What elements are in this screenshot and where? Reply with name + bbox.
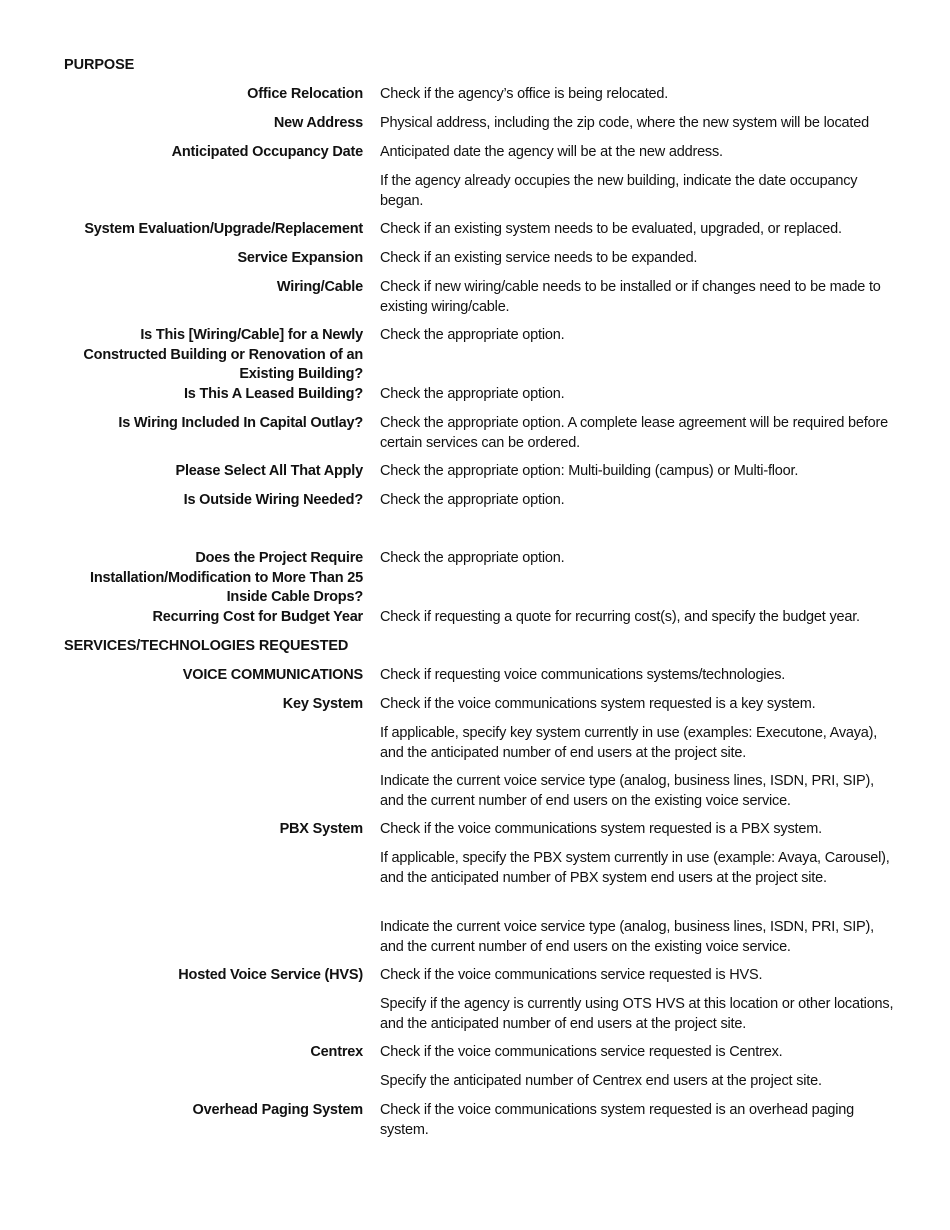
term-description: Check the appropriate option. A complete lease agreement will be required before certain services can be ordered. xyxy=(380,415,888,451)
term-description: Physical address, including the zip code, where the new system will be located xyxy=(380,115,869,131)
term-label: Is Outside Wiring Needed? xyxy=(183,492,363,508)
term-description: Check if the voice communications service requested is Centrex. xyxy=(380,1044,783,1060)
term-description: Indicate the current voice service type (analog, business lines, ISDN, PRI, SIP), and the current number of end users on the existing voice service. xyxy=(380,919,874,955)
term-label: Anticipated Occupancy Date xyxy=(171,144,363,160)
section-heading-purpose: PURPOSE xyxy=(64,57,135,73)
term-description: Check if requesting a quote for recurring cost(s), and specify the budget year. xyxy=(380,609,860,625)
term-description: Check if the voice communications system requested is a key system. xyxy=(380,696,816,712)
term-label: Centrex xyxy=(310,1044,363,1060)
term-label: Hosted Voice Service (HVS) xyxy=(178,967,363,983)
term-description: Specify the anticipated number of Centrex end users at the project site. xyxy=(380,1073,822,1089)
term-label: Key System xyxy=(282,696,363,712)
term-description: Check the appropriate option. xyxy=(380,492,565,508)
term-label: PBX System xyxy=(279,821,363,837)
term-description: Specify if the agency is currently using OTS HVS at this location or other locations, and the anticipated number of end users at the project site. xyxy=(380,996,894,1032)
term-label: VOICE COMMUNICATIONS xyxy=(182,667,363,683)
term-description: Anticipated date the agency will be at the new address. xyxy=(380,144,723,160)
term-description: If applicable, specify the PBX system currently in use (example: Avaya, Carousel), and the anticipated number of PBX system end users at the project site. xyxy=(380,850,890,886)
term-description: If the agency already occupies the new building, indicate the date occupancy began. xyxy=(380,173,858,209)
term-description: Check the appropriate option. xyxy=(380,386,565,402)
term-description: Check if an existing service needs to be expanded. xyxy=(380,250,698,266)
term-label: New Address xyxy=(273,115,363,131)
term-label: Wiring/Cable xyxy=(276,279,363,295)
term-label: Does the Project Require Installation/Modification to More Than 25 Inside Cable Drops? xyxy=(90,550,363,605)
term-label: Overhead Paging System xyxy=(192,1102,363,1118)
term-description: Check the appropriate option. xyxy=(380,550,565,566)
term-description: Check the appropriate option. xyxy=(380,327,565,343)
term-label: Service Expansion xyxy=(237,250,363,266)
term-description: Check if requesting voice communications systems/technologies. xyxy=(380,667,786,683)
term-label: Is This A Leased Building? xyxy=(183,386,363,402)
term-description: If applicable, specify key system currently in use (examples: Executone, Avaya), and the anticipated number of end users at the project site. xyxy=(380,725,878,761)
term-description: Check if the voice communications service requested is HVS. xyxy=(380,967,763,983)
term-description: Check if the voice communications system requested is a PBX system. xyxy=(380,821,822,837)
term-description: Check the appropriate option: Multi-building (campus) or Multi-floor. xyxy=(380,463,799,479)
term-description: Check if the agency’s office is being relocated. xyxy=(380,86,669,102)
section-heading-services: SERVICES/TECHNOLOGIES REQUESTED xyxy=(64,638,349,654)
term-label: Office Relocation xyxy=(247,86,363,102)
term-label: Is Wiring Included In Capital Outlay? xyxy=(118,415,363,431)
term-description: Check if new wiring/cable needs to be installed or if changes need to be made to existing wiring/cable. xyxy=(380,279,881,315)
term-label: System Evaluation/Upgrade/Replacement xyxy=(84,221,363,237)
term-label: Recurring Cost for Budget Year xyxy=(152,609,363,625)
term-description: Check if an existing system needs to be evaluated, upgraded, or replaced. xyxy=(380,221,842,237)
term-description: Check if the voice communications system requested is an overhead paging system. xyxy=(380,1102,855,1138)
term-label: Please Select All That Apply xyxy=(175,463,363,479)
term-description: Indicate the current voice service type (analog, business lines, ISDN, PRI, SIP), and the current number of end users on the existing voice service. xyxy=(380,773,874,809)
term-label: Is This [Wiring/Cable] for a Newly Constructed Building or Renovation of an Existing Building? xyxy=(83,327,363,382)
